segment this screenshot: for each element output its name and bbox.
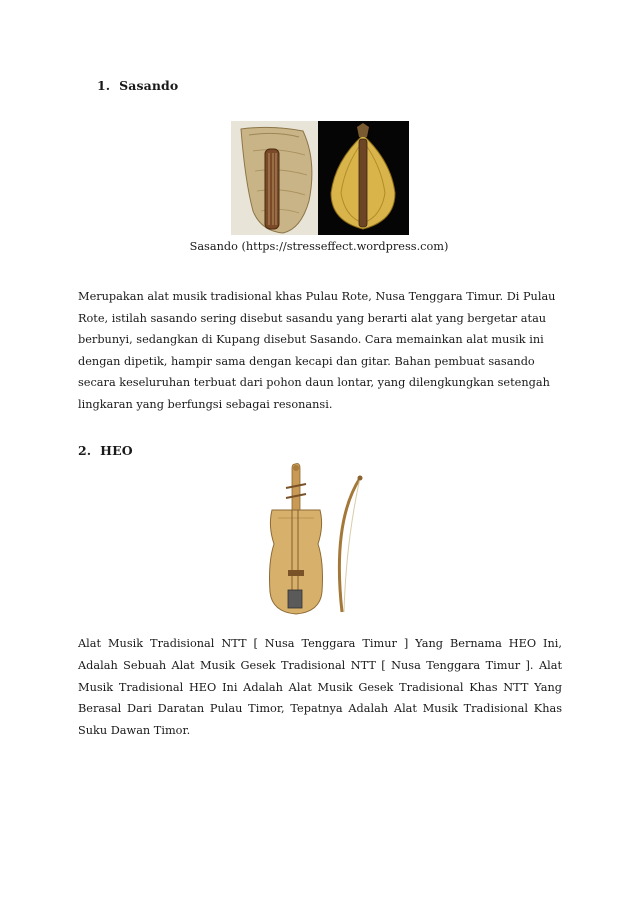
figure-caption: Sasando (https://stresseffect.wordpress.com) [189, 240, 449, 253]
section-title: Sasando [119, 78, 179, 93]
section-title: HEO [100, 443, 133, 458]
section-number: 1. [97, 78, 111, 93]
paragraph-heo [78, 633, 562, 742]
section-number: 2. [78, 443, 92, 458]
paragraph-text: Merupakan alat musik tradisional khas Pulau Rote, Nusa Tenggara Timur. Di Pulau Rote, istilah sasando sering disebut sasandu yang berarti alat yang bergetar atau berbunyi, sedangkan di Kupang disebut Sasando. Cara memainkan alat musik ini dengan dipetik, hampir sama dengan kecapi dan gitar. Bahan pembuat sasando secara keseluruhan terbuat dari pohon daun lontar, yang dilengkungkan setengah lingkaran yang berfungsi sebagai resonansi. [78, 290, 556, 411]
heo-image [262, 462, 374, 628]
section-heading-heo [78, 443, 133, 458]
paragraph-text: Alat Musik Tradisional NTT [ Nusa Tenggara Timur ] Yang Bernama HEO Ini, Adalah Sebuah Alat Musik Gesek Tradisional NTT [ Nusa Tenggara Timur ]. Alat Musik Tradisional HEO Ini Adalah Alat Musik Gesek Tradisional Khas NTT Yang Berasal Dari Daratan Pulau Timor, Tepatnya Adalah Alat Musik Tradisional Khas Suku Dawan Timor. [78, 637, 562, 738]
section-heading-sasando [97, 78, 178, 93]
sasando-image [231, 121, 409, 235]
paragraph-sasando [78, 286, 562, 416]
